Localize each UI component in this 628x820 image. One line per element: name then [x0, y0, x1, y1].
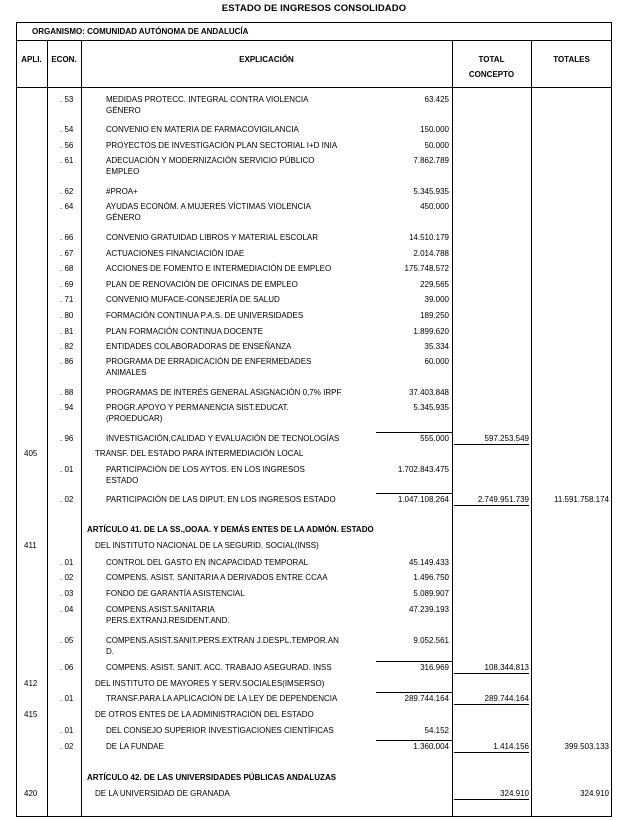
econ-code: . 02: [60, 573, 74, 582]
explicacion-text: FORMACIÓN CONTINUA P.A.S. DE UNIVERSIDADES: [106, 311, 304, 320]
econ-code: . 03: [60, 589, 74, 598]
explicacion-text: COMPENS.ASIST.SANIT.PERS.EXTRAN J.DESPL.TEMPOR.AN: [106, 636, 339, 645]
econ-code: . 68: [60, 264, 74, 273]
econ-code: . 01: [60, 726, 74, 735]
explicacion-text: MEDIDAS PROTECC. INTEGRAL CONTRA VIOLENCIA: [106, 95, 309, 104]
explicacion-text: ESTADO: [106, 476, 139, 485]
subtotal-underline: [454, 799, 529, 800]
explicacion-text: GÉNERO: [106, 106, 141, 115]
item-amount: 1.047.108.264: [397, 495, 449, 504]
explicacion-text: D.: [106, 647, 114, 656]
item-amount: 39.000: [424, 295, 449, 304]
explicacion-text: PARTICIPACIÓN DE LOS AYTOS. EN LOS INGRESOS: [106, 465, 305, 474]
econ-code: . 71: [60, 295, 74, 304]
apli-code: 405: [24, 449, 38, 458]
item-amount: 7.862.789: [413, 156, 449, 165]
item-amount: 1.360.004: [413, 742, 449, 751]
total-concepto: 597.253.549: [484, 434, 529, 443]
explicacion-text: DEL CONSEJO SUPERIOR INVESTIGACIONES CIENTÍFICAS: [106, 726, 334, 735]
explicacion-text: GÉNERO: [106, 213, 141, 222]
econ-code: . 94: [60, 403, 74, 412]
col-line-econ: [81, 40, 82, 817]
subtotal-underline: [454, 673, 529, 674]
econ-code: . 02: [60, 742, 74, 751]
item-amount: 37.403.848: [408, 388, 449, 397]
item-amount: 47.239.193: [408, 605, 449, 614]
explicacion-text: TRANSF.PARA LA APLICACIÓN DE LA LEY DE DEPENDENCIA: [106, 694, 338, 703]
item-amount: 50.000: [424, 141, 449, 150]
item-amount: 289.744.164: [404, 694, 449, 703]
item-amount: 316.969: [420, 663, 449, 672]
explicacion-text: DE LA FUNDAE: [106, 742, 164, 751]
header-total-concepto-1: TOTAL: [478, 55, 505, 64]
item-amount: 175.748.572: [404, 264, 449, 273]
item-amount: 5.345.935: [413, 187, 449, 196]
organismo-label: ORGANISMO: COMUNIDAD AUTÓNOMA DE ANDALUCÍA: [32, 27, 249, 36]
explicacion-text: PROGRAMAS DE INTERÉS GENERAL ASIGNACIÓN 0,7% IRPF: [106, 388, 342, 397]
item-amount: 14.510.179: [408, 233, 449, 242]
explicacion-text: PERS.EXTRANJ.RESIDENT.AND.: [106, 616, 230, 625]
explicacion-text: DEL INSTITUTO NACIONAL DE LA SEGURID. SOCIAL(INSS): [95, 541, 319, 550]
explicacion-text: DE LA UNIVERSIDAD DE GRANADA: [95, 789, 230, 798]
subtotal-underline: [376, 432, 452, 433]
explicacion-text: CONVENIO GRATUIDAD LIBROS Y MATERIAL ESCOLAR: [106, 233, 319, 242]
totales-value: 324.910: [580, 789, 609, 798]
subtotal-underline: [454, 752, 529, 753]
total-concepto: 108.344.813: [484, 663, 529, 672]
explicacion-text: PLAN FORMACIÓN CONTINUA DOCENTE: [106, 327, 263, 336]
item-amount: 5.089.907: [413, 589, 449, 598]
header-totales: TOTALES: [553, 55, 590, 64]
item-amount: 150.000: [420, 125, 449, 134]
item-amount: 9.052.561: [413, 636, 449, 645]
explicacion-text: #PROA+: [106, 187, 138, 196]
econ-code: . 96: [60, 434, 74, 443]
explicacion-text: AYUDAS ECONÓM. A MUJERES VÍCTIMAS VIOLENCIA: [106, 202, 311, 211]
econ-code: . 67: [60, 249, 74, 258]
explicacion-text: CONVENIO MUFACE-CONSEJERÍA DE SALUD: [106, 295, 280, 304]
explicacion-text: CONVENIO EN MATERIA DE FARMACOVIGILANCIA: [106, 125, 299, 134]
header-total-concepto-2: CONCEPTO: [468, 70, 515, 79]
econ-code: . 01: [60, 558, 74, 567]
explicacion-text: ARTÍCULO 41. DE LA SS.,OOAA. Y DEMÁS ENTES DE LA ADMÓN. ESTADO: [87, 525, 374, 534]
econ-code: . 88: [60, 388, 74, 397]
explicacion-text: DE OTROS ENTES DE LA ADMINISTRACIÓN DEL ESTADO: [95, 710, 314, 719]
explicacion-text: PROYECTOS DE INVESTIGACIÓN PLAN SECTORIAL I+D INIA: [106, 141, 338, 150]
item-amount: 63.425: [424, 95, 449, 104]
apli-code: 415: [24, 710, 38, 719]
item-amount: 450.000: [420, 202, 449, 211]
explicacion-text: PLAN DE RENOVACIÓN DE OFICINAS DE EMPLEO: [106, 280, 298, 289]
econ-code: . 06: [60, 663, 74, 672]
total-concepto: 289.744.164: [484, 694, 529, 703]
item-amount: 229.565: [420, 280, 449, 289]
explicacion-text: ARTÍCULO 42. DE LAS UNIVERSIDADES PÚBLICAS ANDALUZAS: [87, 773, 337, 782]
explicacion-text: COMPENS. ASIST. SANITARIA A DERIVADOS ENTRE CCAA: [106, 573, 328, 582]
subtotal-underline: [454, 505, 529, 506]
econ-code: . 02: [60, 495, 74, 504]
explicacion-text: ANIMALES: [106, 368, 147, 377]
econ-code: . 64: [60, 202, 74, 211]
econ-code: . 01: [60, 694, 74, 703]
item-amount: 5.345.935: [413, 403, 449, 412]
econ-code: . 81: [60, 327, 74, 336]
explicacion-text: PROGRAMA DE ERRADICACIÓN DE ENFERMEDADES: [106, 357, 312, 366]
header-econ: ECON.: [51, 55, 77, 64]
econ-code: . 66: [60, 233, 74, 242]
col-line-apli: [47, 40, 48, 817]
econ-code: . 05: [60, 636, 74, 645]
explicacion-text: ADECUACIÓN Y MODERNIZACIÓN SERVICIO PÚBLICO: [106, 156, 315, 165]
econ-code: . 53: [60, 95, 74, 104]
subtotal-underline: [454, 704, 529, 705]
explicacion-text: PARTICIPACIÓN DE LAS DIPUT. EN LOS INGRESOS ESTADO: [106, 495, 336, 504]
item-amount: 1.496.750: [413, 573, 449, 582]
econ-code: . 01: [60, 465, 74, 474]
econ-code: . 86: [60, 357, 74, 366]
total-concepto: 2.749.951.739: [477, 495, 529, 504]
org-divider: [16, 40, 612, 41]
econ-code: . 56: [60, 141, 74, 150]
explicacion-text: PROGR.APOYO Y PERMANENCIA SIST.EDUCAT.: [106, 403, 289, 412]
econ-code: . 69: [60, 280, 74, 289]
explicacion-text: DEL INSTITUTO DE MAYORES Y SERV.SOCIALES(IMSERSO): [95, 679, 325, 688]
subtotal-underline: [376, 692, 452, 693]
econ-code: . 82: [60, 342, 74, 351]
apli-code: 412: [24, 679, 38, 688]
header-apli: APLI.: [21, 55, 42, 64]
item-amount: 1.899.620: [413, 327, 449, 336]
header-explicacion: EXPLICACIÓN: [239, 55, 294, 64]
explicacion-text: COMPENS.ASIST.SANITARIA: [106, 605, 215, 614]
totales-value: 399.503.133: [564, 742, 609, 751]
explicacion-text: ENTIDADES COLABORADORAS DE ENSEÑANZA: [106, 342, 292, 351]
explicacion-text: ACCIONES DE FOMENTO E INTERMEDIACIÓN DE EMPLEO: [106, 264, 332, 273]
item-amount: 54.152: [424, 726, 449, 735]
explicacion-text: INVESTIGACIÓN,CALIDAD Y EVALUACIÓN DE TECNOLOGÍAS: [106, 434, 340, 443]
item-amount: 35.334: [424, 342, 449, 351]
item-amount: 555.000: [420, 434, 449, 443]
subtotal-underline: [376, 661, 452, 662]
explicacion-text: COMPENS. ASIST. SANIT. ACC. TRABAJO ASEGURAD. INSS: [106, 663, 332, 672]
item-amount: 45.149.433: [408, 558, 449, 567]
explicacion-text: ACTUACIONES FINANCIACIÓN IDAE: [106, 249, 245, 258]
explicacion-text: TRANSF. DEL ESTADO PARA INTERMEDIACIÓN LOCAL: [95, 449, 304, 458]
item-amount: 1.702.843.475: [397, 465, 449, 474]
explicacion-text: FONDO DE GARANTÍA ASISTENCIAL: [106, 589, 245, 598]
econ-code: . 80: [60, 311, 74, 320]
col-line-concepto: [531, 40, 532, 817]
header-divider: [16, 87, 612, 88]
item-amount: 2.014.788: [413, 249, 449, 258]
apli-code: 411: [24, 541, 37, 550]
total-concepto: 324.910: [500, 789, 529, 798]
explicacion-text: (PROEDUCAR): [106, 414, 163, 423]
subtotal-underline: [376, 493, 452, 494]
econ-code: . 61: [60, 156, 74, 165]
econ-code: . 04: [60, 605, 74, 614]
apli-code: 420: [24, 789, 38, 798]
econ-code: . 54: [60, 125, 74, 134]
subtotal-underline: [376, 740, 452, 741]
item-amount: 189.250: [420, 311, 449, 320]
totales-value: 11.591.758.174: [553, 495, 609, 504]
item-amount: 60.000: [424, 357, 449, 366]
explicacion-text: EMPLEO: [106, 167, 140, 176]
page-title: ESTADO DE INGRESOS CONSOLIDADO: [221, 3, 407, 14]
total-concepto: 1.414.156: [493, 742, 529, 751]
subtotal-underline: [454, 444, 529, 445]
explicacion-text: CONTROL DEL GASTO EN INCAPACIDAD TEMPORAL: [106, 558, 309, 567]
econ-code: . 62: [60, 187, 74, 196]
